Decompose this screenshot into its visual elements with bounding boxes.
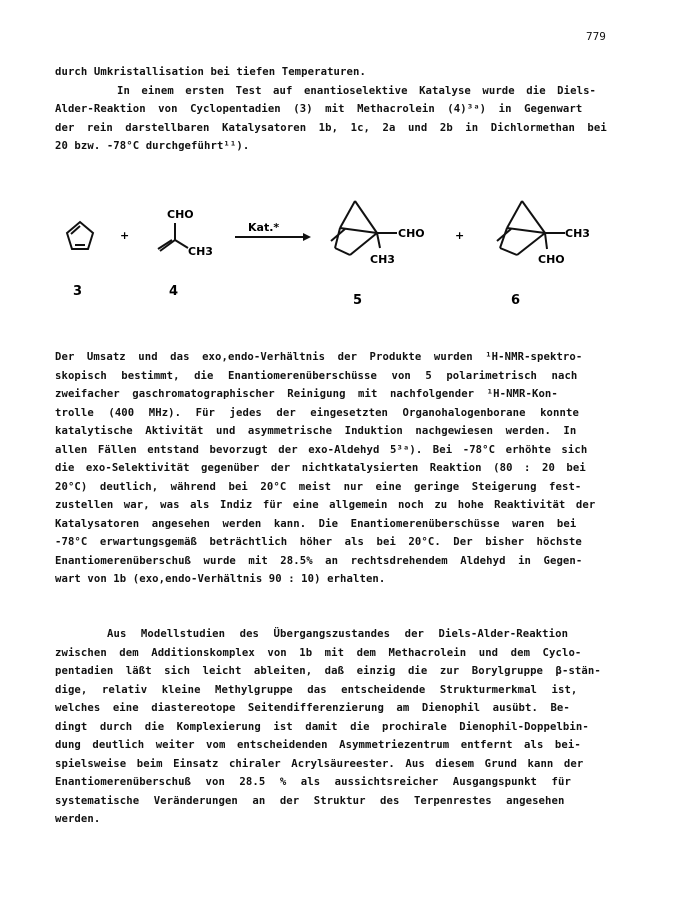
text-line: pentadien läßt sich leicht ableiten, daß einzig die zur Borylgruppe β-stän- [55,665,601,677]
text-line: Katalysatoren angesehen werden kann. Die Enantiomerenüberschüsse waren bei [55,517,577,530]
text-line: Der Umsatz und das exo,endo-Verhältnis der Produkte wurden ¹H-NMR-spektro- [55,351,583,363]
text-line: Enantiomerenüberschuß von 28.5 % als aussichtsreicher Ausgangspunkt für [55,776,571,788]
text-line: skopisch bestimmt, die Enantiomerenüberschüsse von 5 polarimetrisch nach [55,369,578,382]
page-number: 779 [586,30,606,43]
text-line: allen Fällen entstand bevorzugt der exo-Aldehyd 5³ᵃ). Bei -78°C erhöhte sich [55,443,588,456]
text-line: trolle (400 MHz). Für jedes der eingesetzten Organohalogenborane konnte [55,406,579,419]
intro-paragraph [55,63,611,156]
arrow-head [303,233,311,241]
plus-sign: + [120,229,130,242]
text-line: 20 bzw. -78°C durchgeführt¹¹). [55,140,250,152]
text-line: der rein darstellbaren Katalysatoren 1b, 1c, 2a und 2b in Dichlormethan bei [55,121,607,134]
text-line: systematische Veränderungen an der Struktur des Terpenrestes angesehen [55,794,565,807]
text-line: durch Umkristallisation bei tiefen Temperaturen. [55,66,366,78]
text-line: dige, relativ kleine Methylgruppe das entscheidende Strukturmerkmal ist, [55,683,578,696]
text-line: dung deutlich weiter vom entscheidenden Asymmetriezentrum entfernt als bei- [55,739,581,751]
norbornene-product-6-structure [497,201,565,255]
text-line: zustellen war, was als Indiz für eine allgemein noch zu hohe Reaktivität der [55,499,596,511]
text-line: wart von 1b (exo,endo-Verhältnis 90 : 10) erhalten. [55,573,386,585]
text-line: dingt durch die Komplexierung ist damit die prochirale Dienophil-Doppelbin- [55,720,589,733]
text-line: werden. [55,813,101,825]
compound-label-4: 4 [169,284,179,299]
reaction-scheme [55,193,625,323]
compound-label-6: 6 [511,293,521,308]
compound-label-5: 5 [353,293,363,308]
text-line: katalytische Aktivität und asymmetrische Induktion nachgewiesen werden. In [55,425,577,437]
plus-sign: + [455,229,465,242]
text-line: zwischen dem Additionskomplex von 1b mit dem Methacrolein und dem Cyclo- [55,646,582,659]
text-line: 20°C) deutlich, während bei 20°C meist nur eine geringe Steigerung fest- [55,480,582,493]
cho-label: CHO [167,208,194,221]
results-paragraph [55,348,611,589]
ch3-label: CH3 [370,253,395,266]
text-line: Alder-Reaktion von Cyclopentadien (3) mit Methacrolein (4)³ᵃ) in Gegenwart [55,103,583,115]
text-line: welches eine diastereotope Seitendifferenzierung am Dienophil ausübt. Be- [55,702,570,714]
text-line: Enantiomerenüberschuß wurde mit 28.5% an rechtsdrehendem Aldehyd in Gegen- [55,554,583,567]
text-line: zweifacher gaschromatographischer Reinigung mit nachfolgender ¹H-NMR-Kon- [55,388,558,400]
cho-label: CHO [398,227,425,240]
cho-label: CHO [538,253,565,266]
discussion-paragraph [55,625,611,829]
catalyst-label: Kat.* [248,221,280,234]
compound-label-3: 3 [73,284,83,299]
methacrolein-structure [158,223,188,251]
text-line: Aus Modellstudien des Übergangszustandes der Diels-Alder-Reaktion [107,628,569,640]
text-line: In einem ersten Test auf enantioselektive Katalyse wurde die Diels- [117,84,597,97]
ch3-label: CH3 [565,227,590,240]
norbornene-product-5-structure [331,201,397,255]
cyclopentadiene-structure [67,222,93,249]
text-line: spielsweise beim Einsatz chiraler Acrylsäureester. Aus diesem Grund kann der [55,757,584,770]
ch3-label: CH3 [188,245,213,258]
text-line: -78°C erwartungsgemäß beträchtlich höher als bei 20°C. Der bisher höchste [55,536,582,548]
text-line: die exo-Selektivität gegenüber der nichtkatalysierten Reaktion (80 : 20 bei [55,462,586,474]
